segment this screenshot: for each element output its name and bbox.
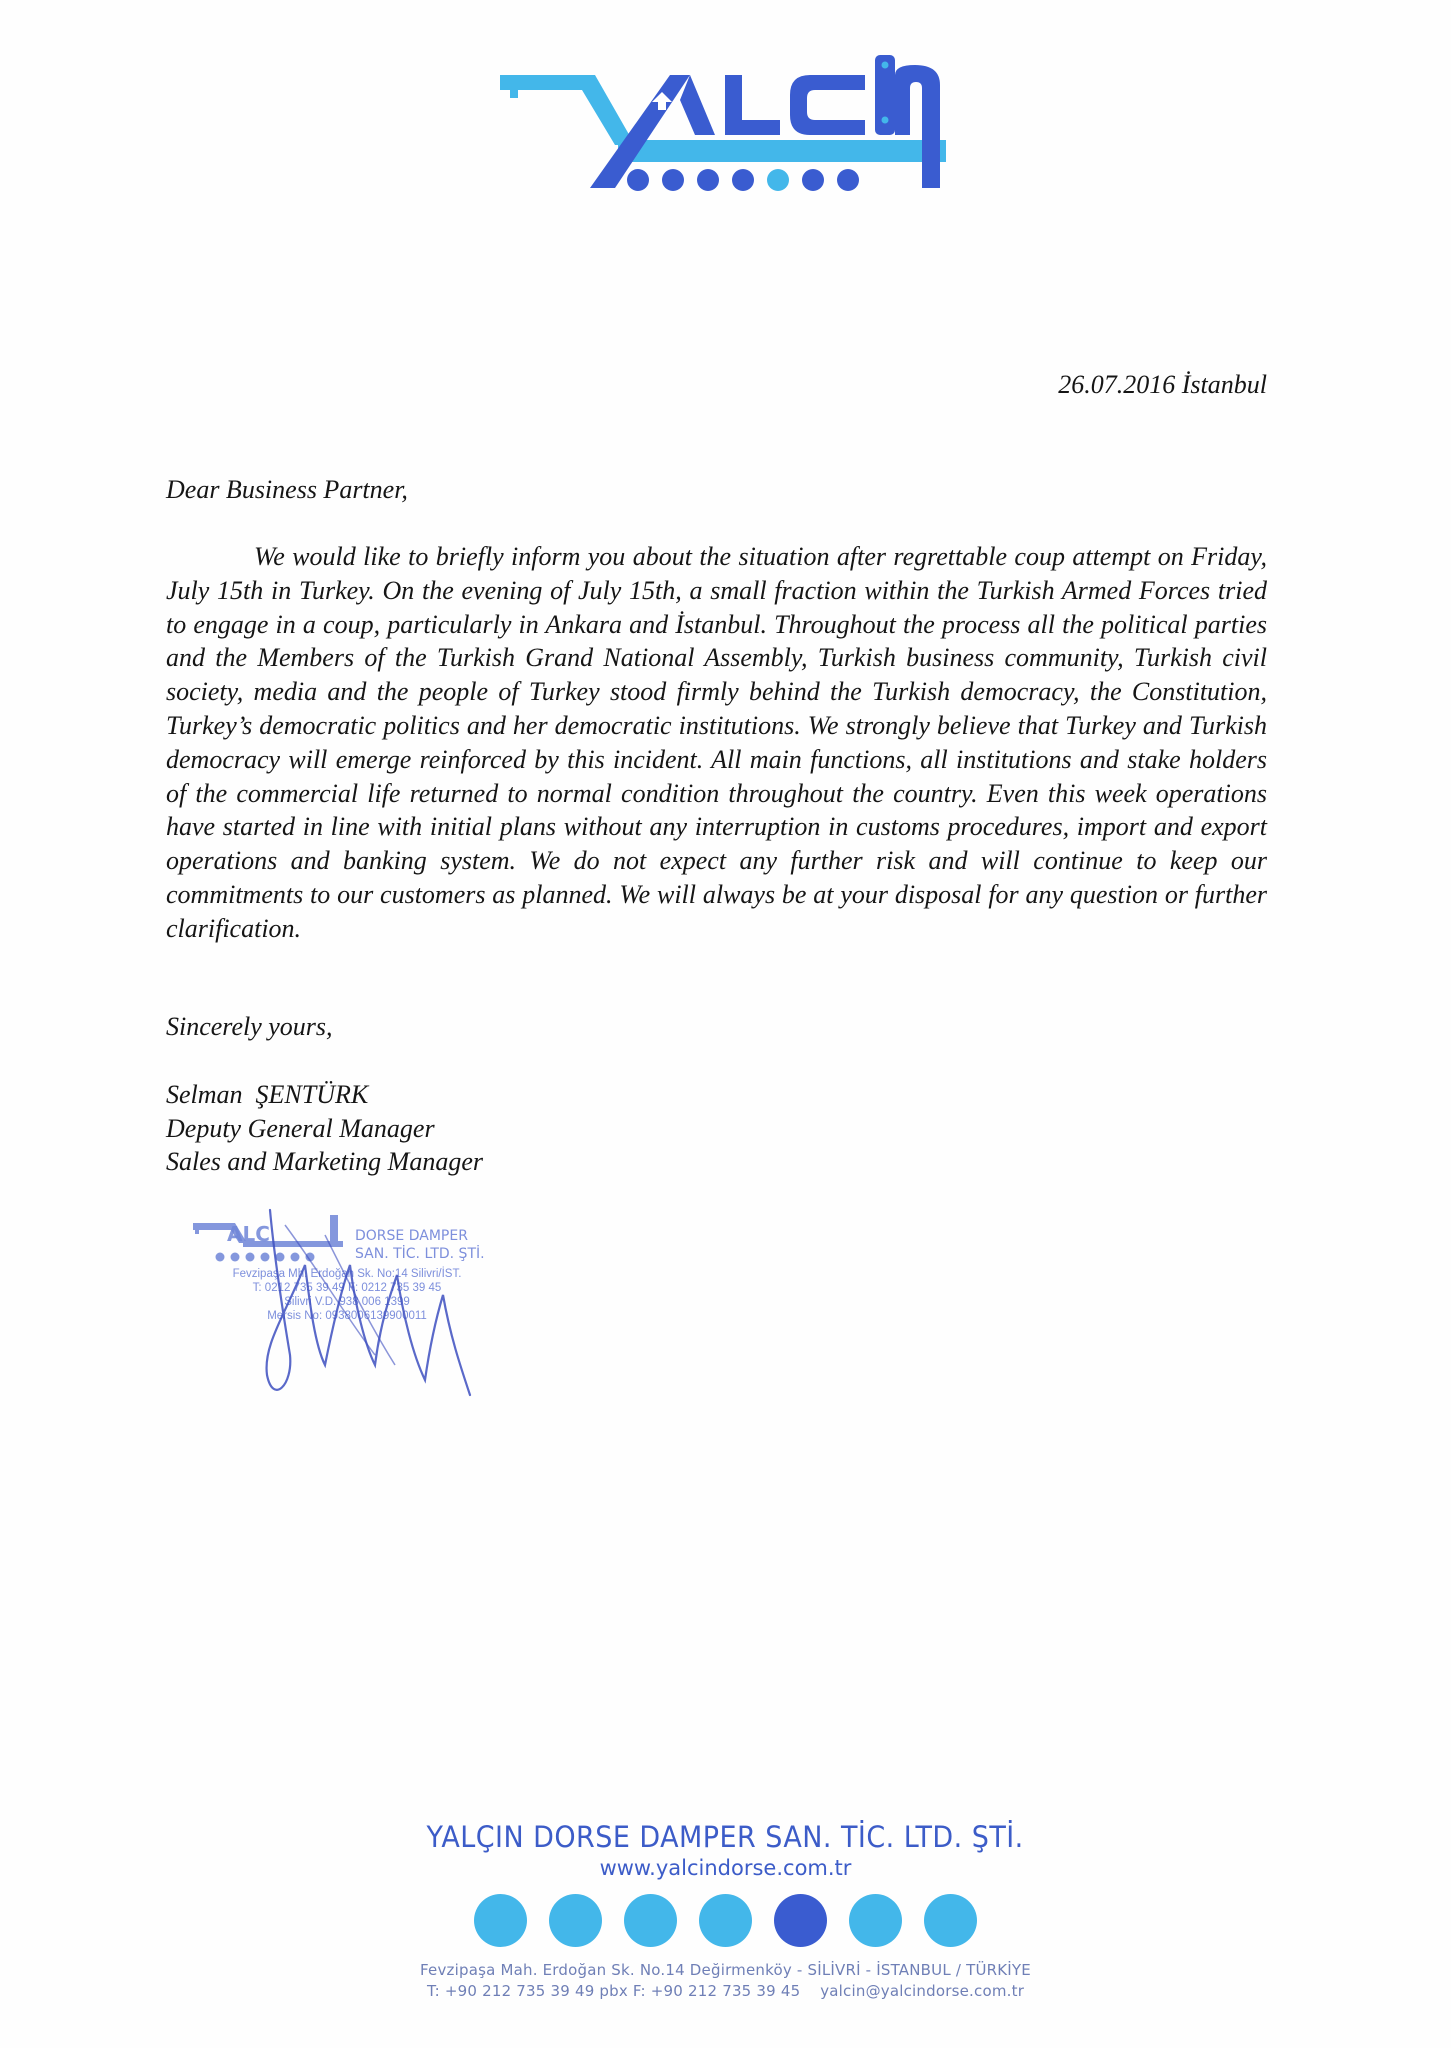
yalcin-logo-icon: [470, 40, 990, 210]
stamp-phone-fax: T: 0212 735 39 49 F: 0212 735 39 45: [252, 1282, 442, 1294]
signatory-name: Selman ŞENTÜRK: [166, 1080, 369, 1109]
dot-icon: [549, 1894, 602, 1947]
stamp-address: Fevzipaşa Mh. Erdoğan Sk. No:14 Silivri/İST.: [232, 1268, 462, 1280]
footer-dots: [0, 1894, 1451, 1947]
stamp-company-line-2: SAN. TİC. LTD. ŞTİ.: [355, 1246, 485, 1262]
salutation: Dear Business Partner,: [166, 475, 408, 504]
dot-icon: [474, 1894, 527, 1947]
dot-icon: [924, 1894, 977, 1947]
letterhead-footer: [0, 1820, 1451, 2000]
footer-address: Fevzipaşa Mah. Erdoğan Sk. No.14 Değirmenköy - SİLİVRİ - İSTANBUL / TÜRKİYE: [420, 1961, 1031, 1979]
signatory-title: Deputy General Manager: [166, 1113, 435, 1143]
footer-company-name: YALÇIN DORSE DAMPER SAN. TİC. LTD. ŞTİ.: [426, 1820, 1025, 1854]
dot-icon: [849, 1894, 902, 1947]
svg-text:ALC: ALC: [227, 1222, 270, 1246]
letter-date: 26.07.2016 İstanbul: [1058, 370, 1267, 399]
footer-contact: T: +90 212 735 39 49 pbx F: +90 212 735 39 45 yalcin@yalcindorse.com.tr: [426, 1982, 1025, 2000]
signatory-title-2: Sales and Marketing Manager: [166, 1147, 484, 1176]
company-stamp: [175, 1205, 515, 1420]
stamp-tax-office: Silivri V.D. 938 006 1399: [284, 1296, 410, 1308]
footer-website-link[interactable]: www.yalcindorse.com.tr: [599, 1856, 852, 1880]
signature-block: [166, 1078, 483, 1179]
handwritten-signature-icon: [175, 1205, 515, 1420]
letter-body: We would like to briefly inform you about the situation after regrettable coup attempt on Friday, July 15th in Turkey. On the evening of July 15th, a small fraction within the Turkish Armed Forces tried to engage in a coup, particularly in Ankara and İstanbul. Throughout the process all the political parties and the Members of the Turkish Grand National Assembly, Turkish business community, Turkish civil society, media and the people of Turkey stood firmly behind the Turkish democracy, the Constitution, Turkey’s democratic politics and her democratic institutions. We strongly believe that Turkey and Turkish democracy will emerge reinforced by this incident. All main functions, all institutions and stake holders of the commercial life returned to normal condition throughout the country. Even this week operations have started in line with initial plans without any interruption in customs procedures, import and export operations and banking system. We do not expect any further risk and will continue to keep our commitments to our customers as planned. We will always be at your disposal for any question or further clarification.: [166, 542, 1267, 943]
dot-icon: [624, 1894, 677, 1947]
stamp-company-line-1: DORSE DAMPER: [355, 1228, 468, 1244]
closing: Sincerely yours,: [166, 1012, 333, 1041]
dot-icon: [774, 1894, 827, 1947]
stamp-mersis: Mersis No: 0938006139900011: [267, 1310, 427, 1322]
dot-icon: [699, 1894, 752, 1947]
